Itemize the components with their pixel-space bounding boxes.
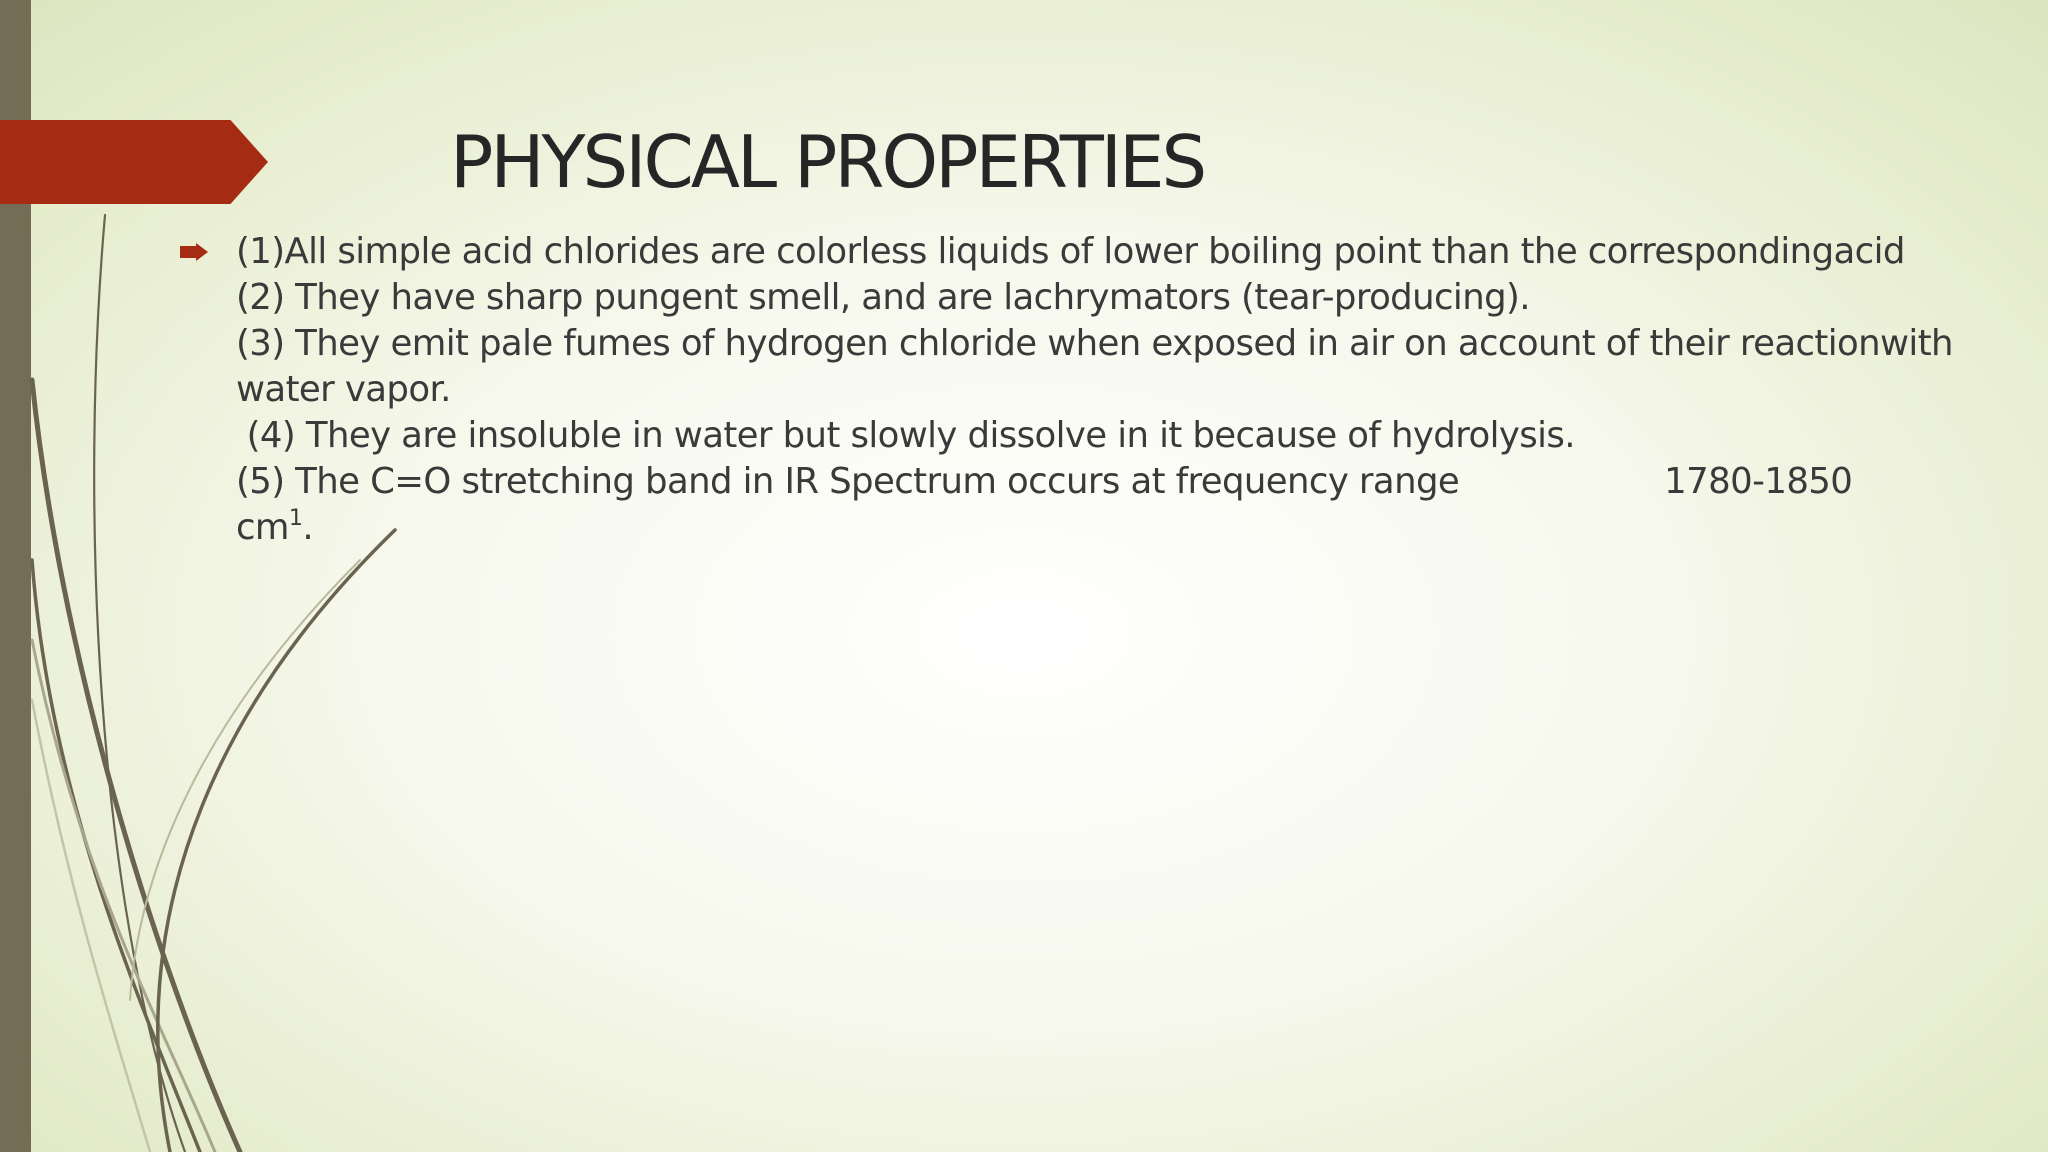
arrow-bullet-icon (180, 243, 208, 261)
slide-content (236, 229, 1953, 551)
property-line-2: (2) They have sharp pungent smell, and are lachrymators (tear-producing). (236, 277, 1530, 318)
ir-unit: cm (236, 507, 289, 548)
ir-frequency-value: 1780-1850 (1664, 461, 1853, 502)
ir-unit-superscript: 1 (288, 506, 303, 531)
title-accent-arrow (0, 120, 268, 204)
slide-title: PHYSICAL PROPERTIES (450, 120, 1205, 204)
property-line-1: (1)All simple acid chlorides are colorless liquids of lower boiling point than the correspondingacid (236, 231, 1905, 272)
property-line-4: (4) They are insoluble in water but slowly dissolve in it because of hydrolysis. (236, 415, 1575, 456)
property-line-5 (236, 459, 1936, 505)
ir-frequency-text: (5) The C=O stretching band in IR Spectrum occurs at frequency range (236, 461, 1460, 502)
property-line-3-continued: water vapor. (236, 369, 451, 410)
property-line-6 (236, 505, 1936, 551)
property-line-3: (3) They emit pale fumes of hydrogen chloride when exposed in air on account of their reactionwith (236, 323, 1953, 364)
ir-unit-period: . (302, 507, 313, 548)
